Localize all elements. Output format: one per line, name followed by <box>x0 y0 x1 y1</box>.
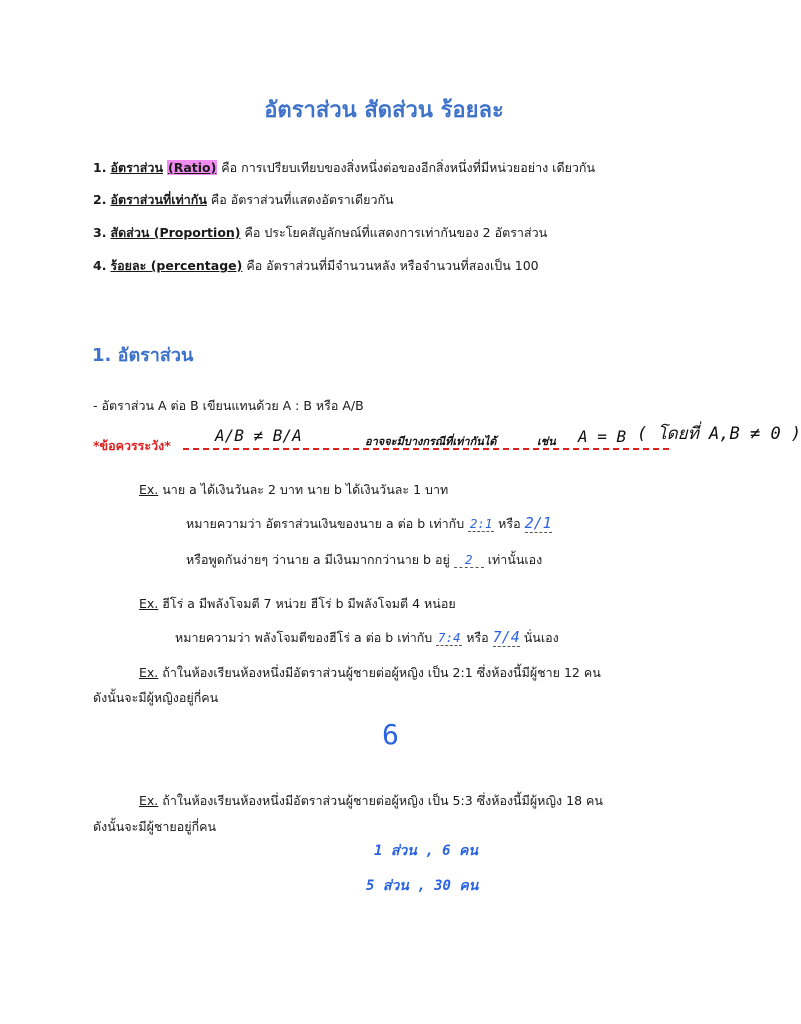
example-text: หรือพูดกันง่ายๆ ว่านาย a มีเงินมากกว่านาย b อยู่ <box>186 552 450 567</box>
definition-term: อัตราส่วน <box>110 160 163 175</box>
handwritten-answer: 6 <box>382 718 399 751</box>
example-1-statement <box>139 480 448 500</box>
example-3-statement <box>139 663 601 683</box>
example-2-statement <box>139 594 456 614</box>
example-text: ถ้าในห้องเรียนห้องหนึ่งมีอัตราส่วนผู้ชายต่อผู้หญิง เป็น 5:3 ซึ่งห้องนี้มีผู้หญิง 18 คน <box>162 793 603 808</box>
example-text: หรือ <box>498 516 521 531</box>
example-1-meaning <box>186 514 552 534</box>
handwritten-answer: 2/1 <box>524 514 552 532</box>
definition-text: คือ อัตราส่วนที่มีจำนวนหลัง หรือจำนวนที่สองเป็น 100 <box>242 258 539 273</box>
example-text: ฮีโร่ a มีพลังโจมตี 7 หน่วย ฮีโร่ b มีพลังโจมตี 4 หน่อย <box>162 596 456 611</box>
definition-text: คือ อัตราส่วนที่แสดงอัตราเดียวกัน <box>206 192 394 207</box>
example-label: Ex. <box>139 482 159 497</box>
handwritten-answer: 2 <box>454 552 484 568</box>
example-3-question: ดังนั้นจะมีผู้หญิงอยู่กี่คน <box>93 690 219 705</box>
definition-term: ร้อยละ (percentage) <box>110 258 243 273</box>
handwritten-note-text: อาจจะมีบางกรณีที่เท่ากันได้ <box>365 435 497 448</box>
handwritten-note-equality: A = B <box>578 427 627 446</box>
example-text: นั่นเอง <box>523 630 559 645</box>
definition-number: 1. <box>93 160 107 175</box>
example-label: Ex. <box>139 793 159 808</box>
definition-text: คือ การเปรียบเทียบของสิ่งหนึ่งต่อของอีกสิ่งหนึ่งที่มีหน่วยอย่าง เดียวกัน <box>217 160 596 175</box>
handwritten-answer: 7/4 <box>492 628 520 646</box>
handwritten-answer: 7:4 <box>437 630 461 645</box>
definition-number: 4. <box>93 258 107 273</box>
definition-term-highlight: (Ratio) <box>167 160 217 175</box>
warning-label: *ข้อควรระวัง* <box>93 438 171 453</box>
example-4-question: ดังนั้นจะมีผู้ชายอยู่กี่คน <box>93 819 217 834</box>
definition-text: คือ ประโยคสัญลักษณ์ที่แสดงการเท่ากันของ 2 อัตราส่วน <box>240 225 548 240</box>
example-text: เท่านั้นเอง <box>487 552 543 567</box>
definition-number: 2. <box>93 192 107 207</box>
handwritten-note-example: เช่น <box>537 435 556 448</box>
example-text: ถ้าในห้องเรียนห้องหนึ่งมีอัตราส่วนผู้ชายต่อผู้หญิง เป็น 2:1 ซึ่งห้องนี้มีผู้ชาย 12 คน <box>162 665 601 680</box>
definition-3 <box>93 223 547 243</box>
page-title: อัตราส่วน สัดส่วน ร้อยละ <box>264 98 504 123</box>
definition-term: อัตราส่วนที่เท่ากัน <box>110 192 207 207</box>
example-text: หมายความว่า อัตราส่วนเงินของนาย a ต่อ b เท่ากับ <box>186 516 465 531</box>
handwritten-working-1: 1 ส่วน , 6 คน <box>374 843 478 859</box>
example-label: Ex. <box>139 665 159 680</box>
example-text: หมายความว่า พลังโจมตีของฮีโร่ a ต่อ b เท่ากับ <box>175 630 433 645</box>
example-text: นาย a ได้เงินวันละ 2 บาท นาย b ได้เงินวันละ 1 บาท <box>162 482 449 497</box>
example-4-statement <box>139 791 603 811</box>
handwritten-working-2: 5 ส่วน , 30 คน <box>366 878 479 894</box>
example-2-meaning <box>175 628 559 648</box>
example-1-simple <box>186 550 542 570</box>
section-heading: 1. อัตราส่วน <box>92 345 194 366</box>
definition-4 <box>93 256 539 276</box>
definition-1 <box>93 158 595 178</box>
handwritten-answer: 2:1 <box>469 516 493 531</box>
definition-term: สัดส่วน (Proportion) <box>110 225 241 240</box>
handwritten-note-condition: ( โดยที่ A,B ≠ 0 ) <box>637 424 801 444</box>
definition-2 <box>93 190 394 210</box>
ratio-notation-bullet: - อัตราส่วน A ต่อ B เขียนแทนด้วย A : B หรือ A/B <box>93 398 364 413</box>
handwritten-note-inequality: A/B ≠ B/A <box>215 426 302 445</box>
example-text: หรือ <box>466 630 489 645</box>
definition-number: 3. <box>93 225 107 240</box>
example-label: Ex. <box>139 596 159 611</box>
